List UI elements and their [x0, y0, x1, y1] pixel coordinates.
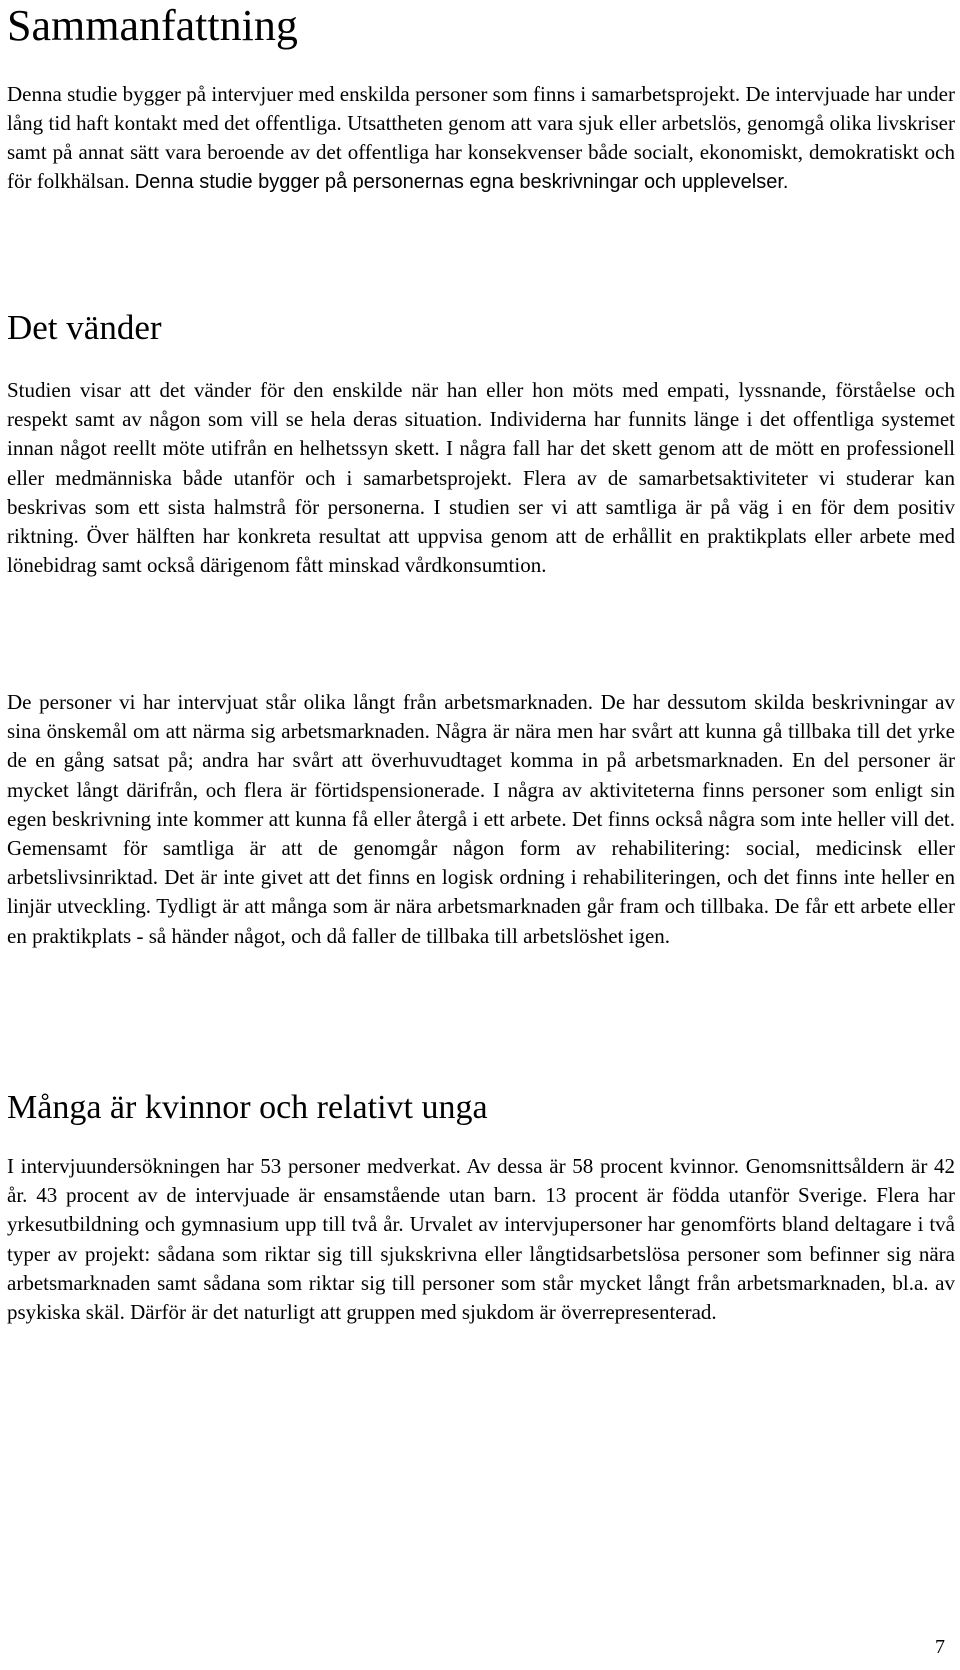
paragraph-sammanfattning-serif-text: Denna studie bygger på intervjuer med enskilda personer som finns i samarbetsprojekt. De intervjuade har under lång tid haft kontakt med det offentliga. Utsattheten genom att vara sjuk eller arbetslös, genomgå olika livskriser samt på annat sätt vara beroende av det offentliga har konsekvenser både socialt, ekonomiskt, demokratiskt och för folkhälsan. [7, 82, 955, 193]
heading-det-vander: Det vänder [7, 308, 162, 347]
heading-sammanfattning: Sammanfattning [7, 1, 298, 50]
paragraph-det-vander-1: Studien visar att det vänder för den enskilde när han eller hon möts med empati, lyssnande, förståelse och respekt samt av någon som vill se hela deras situation. Individerna har funnits länge i det offentliga systemet innan något reellt möte utifrån en helhetssyn skett. I några fall har det skett genom att de mött en professionell eller medmänniska både utanför och i samarbetsprojekt. Flera av de samarbetsaktiviteter vi studerar kan beskrivas som ett sista halmstrå för personerna. I studien ser vi att samtliga är på väg i en för dem positiv riktning. Över hälften har konkreta resultat att uppvisa genom att de erhållit en praktikplats eller arbete med lönebidrag samt också därigenom fått minskad vårdkonsumtion. [7, 378, 955, 578]
page-number: 7 [935, 1636, 945, 1658]
paragraph-det-vander-2: De personer vi har intervjuat står olika långt från arbetsmarknaden. De har dessutom skilda beskrivningar av sina önskemål om att närma sig arbetsmarknaden. Några är nära men har svårt att kunna gå tillbaka till det yrke de en gång satsat på; andra har svårt att överhuvudtaget komma in på arbetsmarknaden. En del personer är mycket långt därifrån, och flera är förtidspensionerade. I några av aktiviteterna finns personer som enligt sin egen beskrivning inte kommer att kunna få eller återgå i ett arbete. Det finns också några som inte heller vill det. Gemensamt för samtliga är att de genomgår någon form av rehabilitering: social, medicinsk eller arbetslivsinriktad. Det är inte givet att det finns en logisk ordning i rehabiliteringen, och det finns inte heller en linjär utveckling. Tydligt är att många som är nära arbetsmarknaden går fram och tillbaka. De får ett arbete eller en praktikplats - så händer något, och då faller de tillbaka till arbetslöshet igen. [7, 690, 955, 948]
heading-manga-ar-kvinnor: Många är kvinnor och relativt unga [7, 1089, 488, 1126]
paragraph-manga-ar-kvinnor: I intervjuundersökningen har 53 personer medverkat. Av dessa är 58 procent kvinnor. Genomsnittsåldern är 42 år. 43 procent av de intervjuade är ensamstående utan barn. 13 procent är födda utanför Sverige. Flera har yrkesutbildning och gymnasium upp till två år. Urvalet av intervjupersoner har genomförts bland deltagare i två typer av projekt: sådana som riktar sig till sjukskrivna eller långtidsarbetslösa personer som befinner sig nära arbetsmarknaden samt sådana som riktar sig till personer som står mycket långt från arbetsmarknaden, bl.a. av psykiska skäl. Därför är det naturligt att gruppen med sjukdom är överrepresenterad. [7, 1154, 955, 1325]
paragraph-sammanfattning [7, 80, 955, 197]
paragraph-sammanfattning-sans-text: Denna studie bygger på personernas egna beskrivningar och upplevelser. [134, 171, 789, 193]
